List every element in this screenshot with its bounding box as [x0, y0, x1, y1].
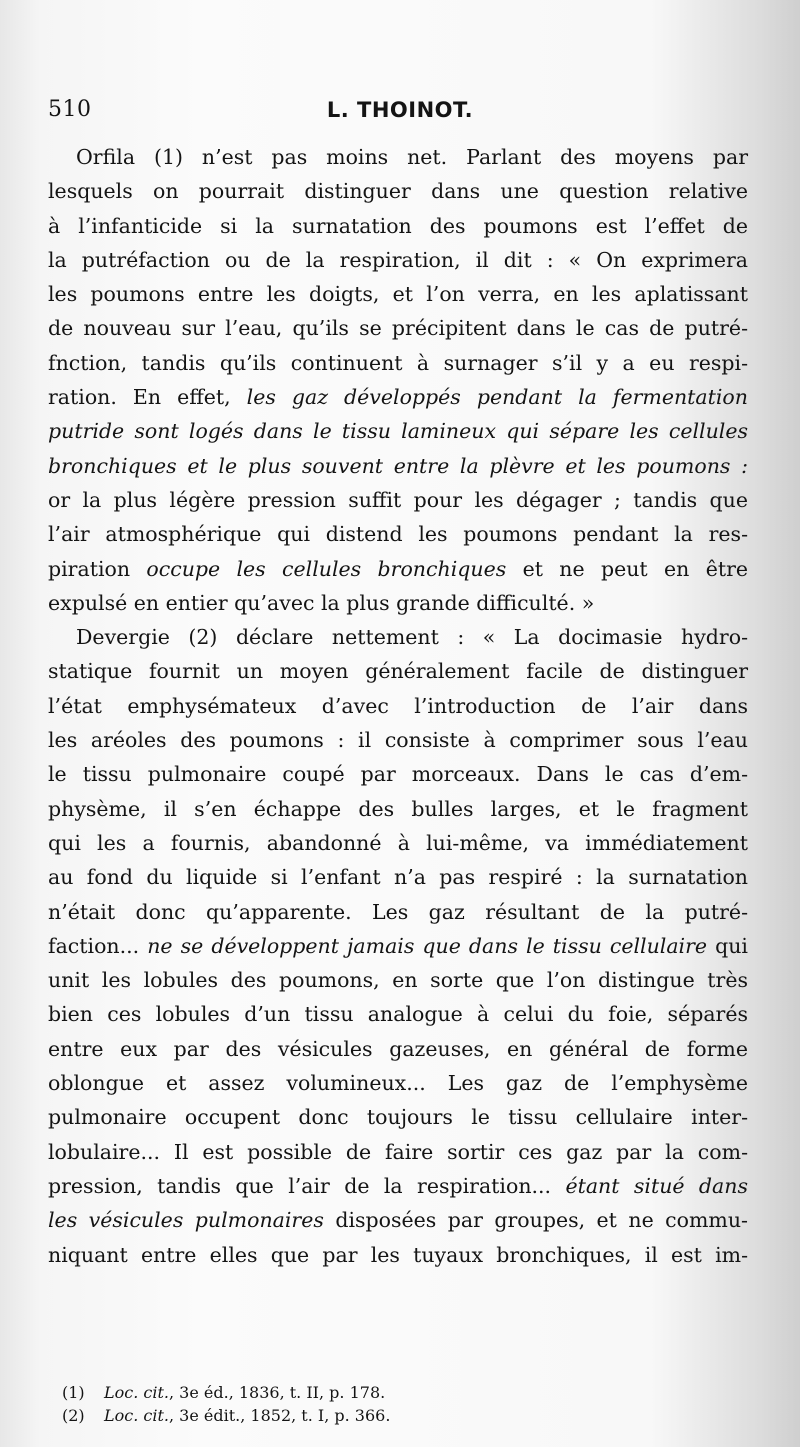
footnotes — [62, 1381, 390, 1427]
text-line: les aréoles des poumons : il consiste à comprimer sous l’eau — [48, 728, 748, 753]
text-line: les vésicules pulmonaires disposées par groupes, et ne commu- — [48, 1208, 748, 1233]
text-line: oblongue et assez volumineux... Les gaz de l’emphysème — [48, 1071, 748, 1096]
text-line: Devergie (2) déclare nettement : « La docimasie hydro- — [76, 625, 748, 650]
text-line: l’état emphysémateux d’avec l’introduction de l’air dans — [48, 693, 748, 718]
text-line: Orfila (1) n’est pas moins net. Parlant des moyens par — [76, 145, 748, 169]
text-line: les poumons entre les doigts, et l’on verra, en les aplatissant — [48, 282, 748, 307]
text-line: ration. En effet, les gaz développés pendant la fermentation — [48, 385, 748, 410]
text-line: faction... ne se développent jamais que dans le tissu cellulaire qui — [48, 933, 748, 958]
text-line: or la plus légère pression suffit pour les dégager ; tandis que — [48, 487, 748, 512]
text-line: l’air atmosphérique qui distend les poumons pendant la res- — [48, 522, 748, 547]
text-line: entre eux par des vésicules gazeuses, en général de forme — [48, 1036, 748, 1061]
text-line: lesquels on pourrait distinguer dans une question relative — [48, 179, 748, 204]
text-line: physème, il s’en échappe des bulles larges, et le fragment — [48, 796, 748, 821]
text-line: bronchiques et le plus souvent entre la plèvre et les poumons : — [48, 453, 748, 478]
text-line: lobulaire... Il est possible de faire sortir ces gaz par la com- — [48, 1139, 748, 1164]
text-line: pulmonaire occupent donc toujours le tissu cellulaire inter- — [48, 1105, 748, 1130]
text-line: qui les a fournis, abandonné à lui-même, va immédiatement — [48, 830, 748, 855]
text-line: à l’infanticide si la surnatation des poumons est l’effet de — [48, 213, 748, 238]
text-line: niquant entre elles que par les tuyaux bronchiques, il est im- — [48, 1242, 748, 1267]
text-line: piration occupe les cellules bronchiques et ne peut en être — [48, 556, 749, 581]
body-text — [48, 140, 748, 1272]
text-line: la putréfaction ou de la respiration, il dit : « On exprimera — [48, 247, 748, 272]
text-line: n’était donc qu’apparente. Les gaz résultant de la putré- — [48, 899, 748, 924]
running-head: L. THOINOT. — [326, 98, 474, 122]
page-number: 510 — [48, 97, 92, 122]
text-line: au fond du liquide si l’enfant n’a pas respiré : la surnatation — [48, 865, 748, 890]
text-line: le tissu pulmonaire coupé par morceaux. Dans le cas d’em- — [48, 762, 748, 787]
text-line: unit les lobules des poumons, en sorte que l’on distingue très — [48, 968, 748, 993]
footnote: (1) Loc. cit., 3e éd., 1836, t. II, p. 178. — [62, 1383, 386, 1402]
footnote: (2) Loc. cit., 3e édit., 1852, t. I, p. 366. — [62, 1406, 391, 1425]
text-line: fnction, tandis qu’ils continuent à surnager s’il y a eu respi- — [48, 350, 748, 375]
text-line: expulsé en entier qu’avec la plus grande difficulté. » — [48, 590, 595, 615]
text-line: de nouveau sur l’eau, qu’ils se précipitent dans le cas de putré- — [48, 316, 748, 341]
text-line: pression, tandis que l’air de la respiration... étant situé dans — [48, 1173, 748, 1198]
text-line: statique fournit un moyen généralement facile de distinguer — [48, 659, 748, 684]
text-line: bien ces lobules d’un tissu analogue à celui du foie, séparés — [48, 1002, 748, 1027]
text-line: putride sont logés dans le tissu lamineux qui sépare les cellules — [48, 419, 748, 444]
